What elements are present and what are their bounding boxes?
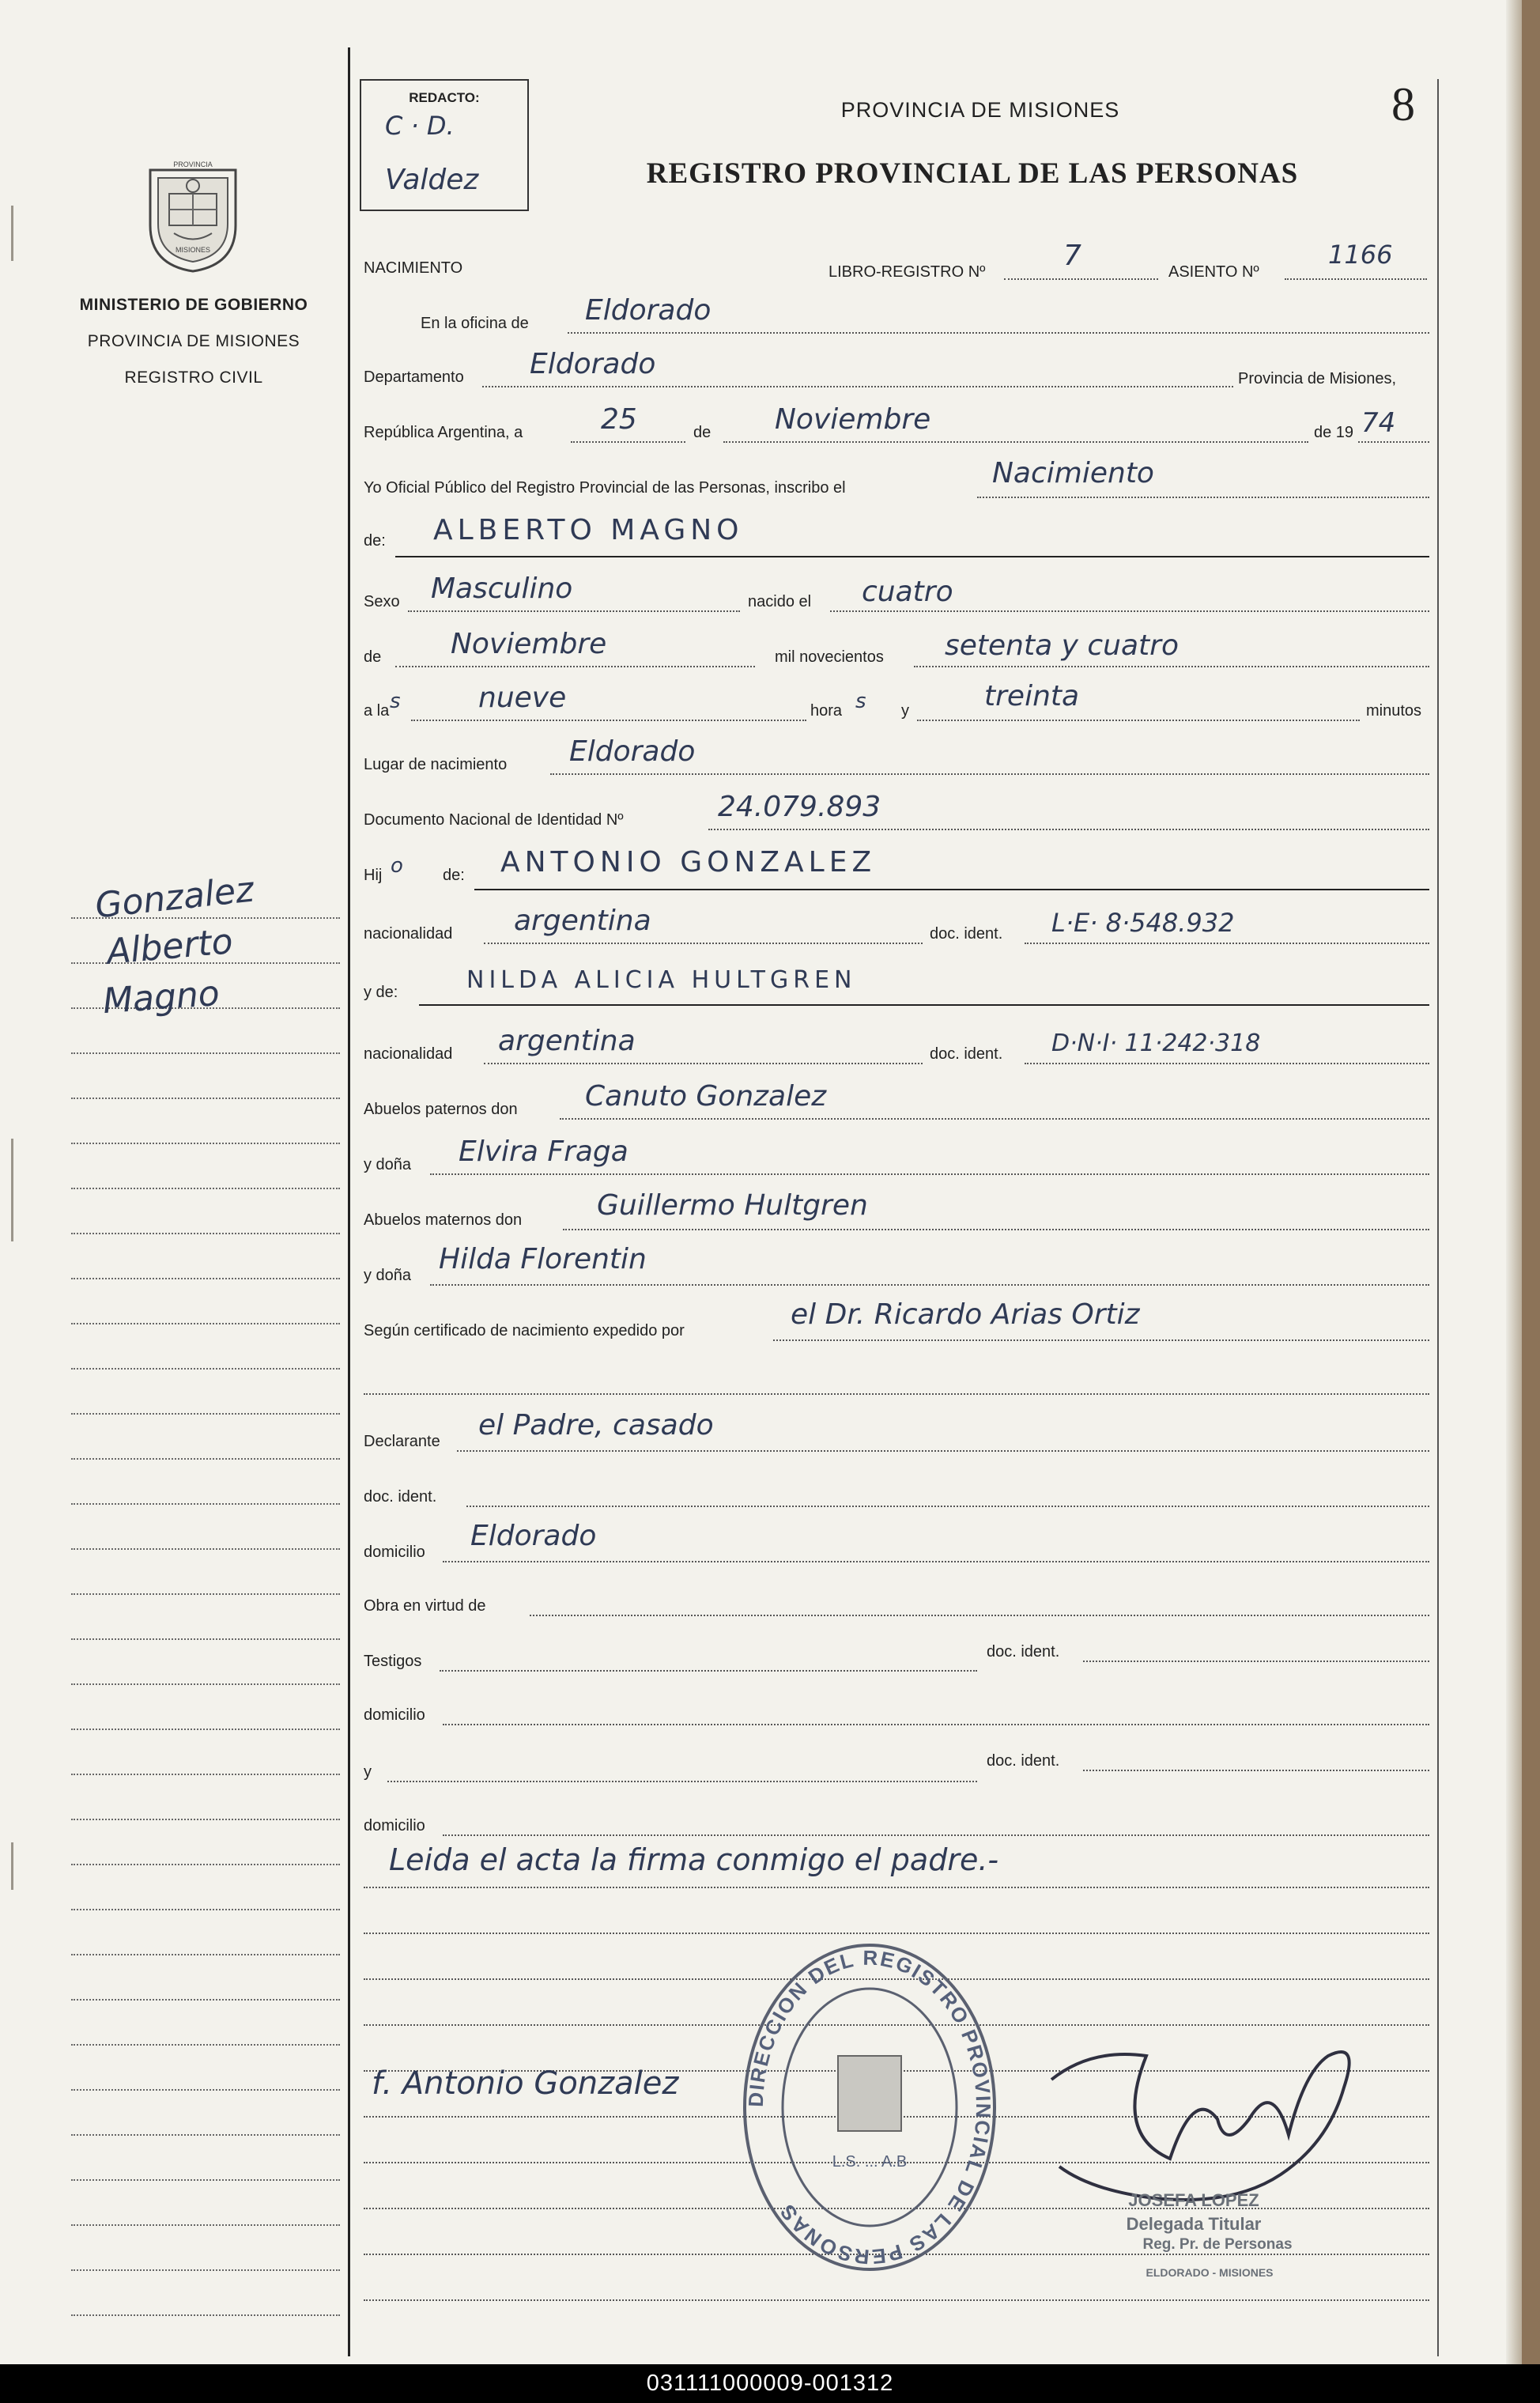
minutos-value: treinta	[984, 680, 1080, 712]
notes-rule-line	[364, 1887, 1429, 1888]
stamp-center-text: L.S. ... A.B	[832, 2153, 908, 2171]
republica-label: República Argentina, a	[364, 424, 523, 441]
footer-bar	[0, 2364, 1540, 2403]
margin-rule-line	[71, 1052, 340, 1054]
obra-virtud-label: Obra en virtud de	[364, 1597, 486, 1615]
binding-stitch	[11, 1139, 20, 1241]
binding-stitch	[11, 206, 20, 261]
de-nombre-label: de:	[364, 532, 386, 550]
official-name: JOSEFA LOPEZ	[1128, 2190, 1259, 2210]
nacido-label: nacido el	[748, 593, 812, 610]
page-edge-shadow	[1506, 0, 1522, 2364]
year-value: 74	[1361, 407, 1396, 439]
tipo-acta-value: Nacimiento	[992, 457, 1154, 489]
margin-rule-line	[71, 1503, 340, 1505]
doc-padre-value: L·E· 8·548.932	[1051, 908, 1235, 938]
margin-rule-line	[71, 2089, 340, 2091]
domicilio-label: domicilio	[364, 1543, 425, 1561]
abuelo-paterno-value: Canuto Gonzalez	[585, 1080, 827, 1113]
redacto-initials: C · D.	[385, 111, 455, 141]
ministry-line1: MINISTERIO DE GOBIERNO	[79, 296, 308, 314]
provincia-label: Provincia de Misiones,	[1238, 370, 1397, 387]
margin-rule-line	[71, 2179, 340, 2181]
y-testigo2-label: y	[364, 1763, 372, 1781]
official-title: Delegada Titular	[1126, 2214, 1262, 2234]
margin-rule-line	[71, 1188, 340, 1189]
domicilio-testigo2-label: domicilio	[364, 1817, 425, 1834]
sexo-label: Sexo	[364, 593, 400, 610]
margin-rule-line	[71, 1413, 340, 1415]
domicilio-testigo1-label: domicilio	[364, 1706, 425, 1724]
margin-rule-line	[71, 1323, 340, 1324]
margin-rule-line	[71, 1548, 340, 1550]
page-number: 8	[1391, 78, 1415, 130]
madre-value: NILDA ALICIA HULTGREN	[466, 966, 857, 994]
domicilio-value: Eldorado	[470, 1520, 597, 1552]
segun-certificado-value: el Dr. Ricardo Arias Ortiz	[791, 1298, 1140, 1331]
margin-rule-line	[71, 1999, 340, 2001]
y-de-label: y de:	[364, 984, 398, 1001]
margin-rule-line	[71, 2044, 340, 2046]
margin-rule-line	[71, 2314, 340, 2316]
ministry-line2: PROVINCIA DE MISIONES	[87, 332, 300, 350]
stamp-text: DIRECCION DEL REGISTRO PROVINCIAL DE LAS PERSONAS	[743, 1945, 996, 2269]
segun-certificado-label: Según certificado de nacimiento expedido por	[364, 1322, 685, 1339]
sexo-value: Masculino	[431, 572, 573, 605]
oficina-value: Eldorado	[585, 294, 711, 327]
margin-rule-line	[71, 1143, 340, 1144]
dia-value: 25	[601, 403, 637, 436]
asiento-label: ASIENTO Nº	[1168, 263, 1259, 281]
y-label: y	[901, 702, 909, 720]
libro-label: LIBRO-REGISTRO Nº	[829, 263, 986, 281]
margin-rule-line	[71, 1278, 340, 1279]
margin-rule-line	[71, 1233, 340, 1234]
de2-label: de	[364, 648, 382, 666]
minutos-label: minutos	[1366, 702, 1422, 720]
mil-novecientos-label: mil novecientos	[775, 648, 884, 666]
margin-rule-line	[71, 2134, 340, 2136]
province-heading: PROVINCIA DE MISIONES	[840, 98, 1120, 122]
dni-value: 24.079.893	[718, 791, 881, 823]
provincial-seal-icon	[142, 154, 243, 273]
departamento-label: Departamento	[364, 368, 464, 386]
nacionalidad-padre-value: argentina	[514, 905, 651, 937]
margin-note-line2: Alberto	[105, 921, 235, 973]
margin-rule-line	[71, 1638, 340, 1640]
margin-rule-line	[71, 1909, 340, 1910]
nacionalidad-padre-label: nacionalidad	[364, 925, 453, 943]
hijo-suffix: o	[391, 854, 403, 878]
redacto-title: REDACTO:	[409, 90, 480, 105]
dni-label: Documento Nacional de Identidad Nº	[364, 811, 624, 829]
margin-rule-line	[71, 1683, 340, 1685]
a-las-label: a la	[364, 702, 390, 720]
padre-value: ANTONIO GONZALEZ	[500, 846, 877, 878]
hora-label: hora	[810, 702, 843, 720]
seal-text-top: PROVINCIA	[173, 161, 213, 168]
hijo-de-label: de:	[443, 867, 465, 884]
official-office: Reg. Pr. de Personas	[1142, 2236, 1293, 2253]
registry-heading: REGISTRO PROVINCIAL DE LAS PERSONAS	[646, 157, 1299, 190]
nacimiento-label: NACIMIENTO	[364, 259, 463, 277]
doc-ident-padre-label: doc. ident.	[930, 925, 1003, 943]
nombre-value: ALBERTO MAGNO	[433, 514, 744, 546]
y-dona-materna-label: y doña	[364, 1267, 412, 1284]
official-stamp-icon	[739, 1937, 1000, 2277]
lugar-label: Lugar de nacimiento	[364, 756, 508, 773]
hora-value: nueve	[478, 682, 567, 714]
asiento-value: 1166	[1328, 240, 1393, 270]
firma-declarante: f. Antonio Gonzalez	[372, 2065, 679, 2102]
doc-madre-value: D·N·I· 11·242·318	[1051, 1030, 1261, 1057]
declarante-label: Declarante	[364, 1433, 440, 1450]
right-border	[1437, 79, 1439, 2356]
seal-text-bottom: MISIONES	[175, 246, 211, 254]
official-place: ELDORADO - MISIONES	[1146, 2266, 1274, 2279]
margin-rule-line	[71, 2269, 340, 2271]
doc-ident-testigo1-label: doc. ident.	[987, 1643, 1060, 1661]
nacionalidad-madre-label: nacionalidad	[364, 1045, 453, 1063]
document-id: 031111000009-001312	[646, 2371, 894, 2396]
mes-value: Noviembre	[775, 403, 931, 436]
libro-value: 7	[1063, 240, 1081, 272]
a-las-suffix: s	[390, 690, 401, 713]
margin-rule-line	[71, 1368, 340, 1370]
margin-rule-line	[71, 2224, 340, 2226]
doc-ident-declarante-label: doc. ident.	[364, 1488, 437, 1506]
abuela-materna-value: Hilda Florentin	[439, 1243, 647, 1275]
margin-rule-line	[71, 1954, 340, 1955]
margin-note-line1: Gonzalez	[92, 869, 256, 927]
abuelo-materno-value: Guillermo Hultgren	[597, 1189, 868, 1222]
notes-rule-line	[364, 1933, 1429, 1934]
margin-rule-line	[71, 1098, 340, 1099]
anio-value: setenta y cuatro	[945, 629, 1179, 662]
redacto-name: Valdez	[385, 164, 479, 196]
nacido-value: cuatro	[862, 576, 953, 608]
column-divider	[348, 47, 350, 2356]
yo-oficial-label: Yo Oficial Público del Registro Provincial de las Personas, inscribo el	[364, 479, 846, 497]
margin-rule-line	[71, 1774, 340, 1775]
book-edge	[1522, 0, 1540, 2364]
hora-suffix: s	[855, 690, 866, 713]
doc-ident-madre-label: doc. ident.	[930, 1045, 1003, 1063]
notes-rule-line	[364, 2299, 1429, 2301]
margin-rule-line	[71, 1864, 340, 1865]
margin-rule-line	[71, 1458, 340, 1460]
ministry-line3: REGISTRO CIVIL	[124, 368, 263, 387]
y-dona-paterna-label: y doña	[364, 1156, 412, 1173]
de-label: de	[693, 424, 711, 441]
margin-note-line3: Magno	[101, 973, 221, 1022]
official-signature-icon	[1044, 2024, 1376, 2214]
nacionalidad-madre-value: argentina	[498, 1025, 636, 1057]
doc-ident-testigo2-label: doc. ident.	[987, 1752, 1060, 1770]
testigos-label: Testigos	[364, 1653, 422, 1670]
de-year-label: de 19	[1314, 424, 1354, 441]
margin-rule-line	[71, 1819, 340, 1820]
lugar-value: Eldorado	[569, 735, 696, 768]
margin-rule-line	[71, 1729, 340, 1730]
abuela-paterna-value: Elvira Fraga	[459, 1135, 628, 1168]
binding-stitch	[11, 1842, 20, 1890]
redacto-box	[360, 79, 529, 211]
declarante-value: el Padre, casado	[478, 1409, 714, 1441]
mes2-value: Noviembre	[451, 628, 607, 660]
abuelos-maternos-label: Abuelos maternos don	[364, 1211, 523, 1229]
margin-rule-line	[71, 1593, 340, 1595]
hijo-label: Hij	[364, 867, 383, 884]
abuelos-paternos-label: Abuelos paternos don	[364, 1101, 518, 1118]
nota-value: Leida el acta la firma conmigo el padre.-	[389, 1842, 999, 1877]
departamento-value: Eldorado	[530, 348, 656, 380]
oficina-label: En la oficina de	[421, 315, 529, 332]
